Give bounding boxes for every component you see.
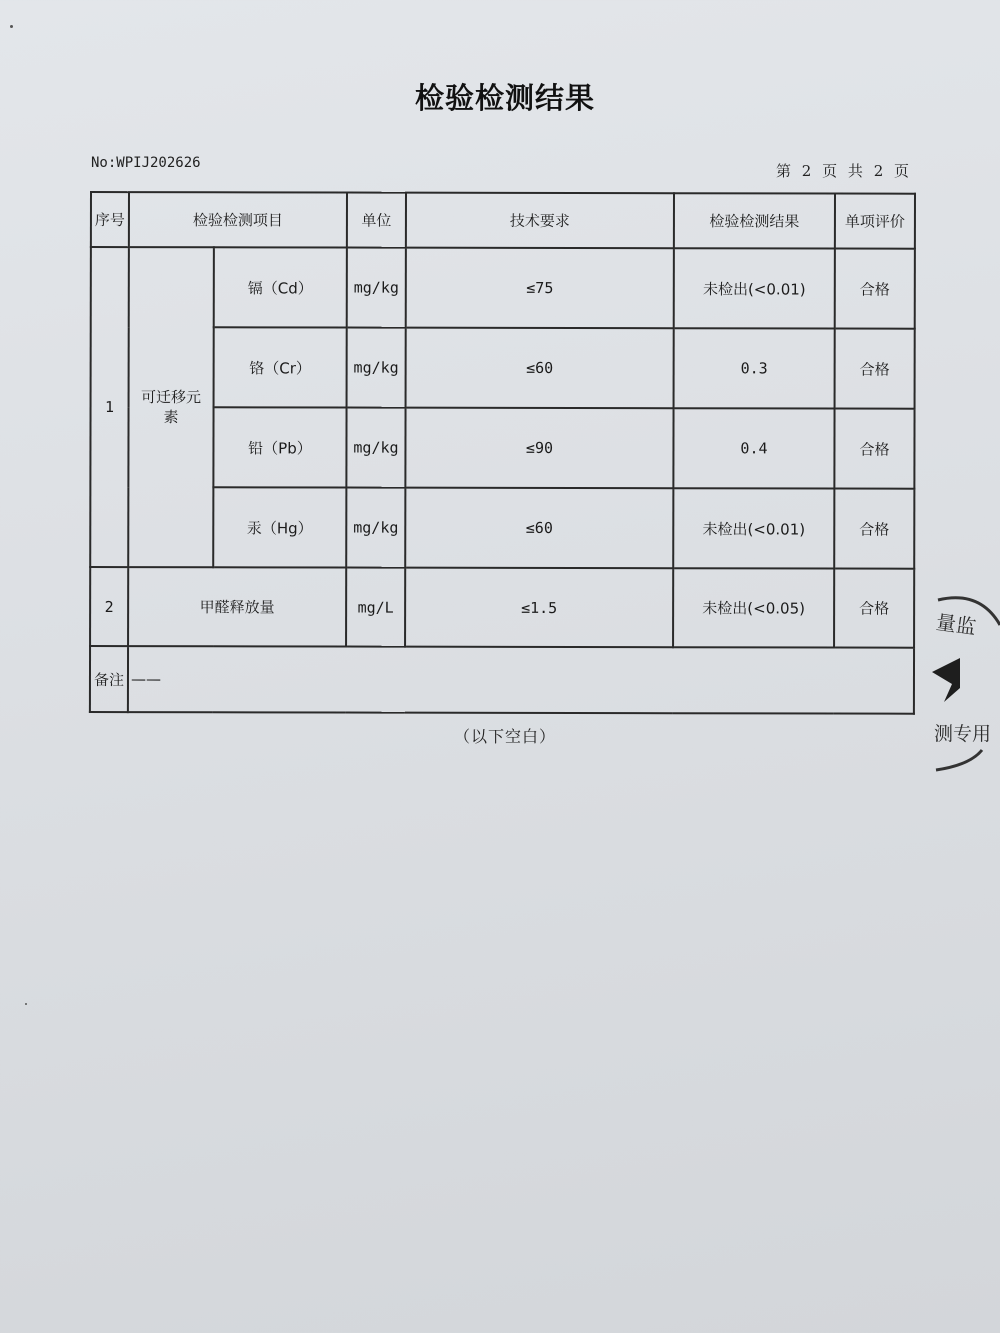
table-row [90, 407, 914, 489]
page-indicator [776, 160, 914, 181]
seal-text-top: 量监 [934, 609, 978, 640]
evaluation-cell: 合格 [834, 489, 914, 569]
table-row [91, 247, 915, 329]
header-requirement: 技术要求 [406, 193, 674, 249]
evaluation-cell: 合格 [834, 569, 914, 648]
page-label-1: 第 [776, 162, 793, 180]
page-total: 2 [873, 162, 885, 180]
table-row [90, 567, 914, 648]
result-cell: 未检出(<0.01) [673, 488, 834, 568]
seal-arc-bottom [936, 750, 982, 770]
item-cell: 铬（Cr） [214, 327, 347, 407]
evaluation-cell: 合格 [834, 409, 914, 489]
table-header-row [91, 192, 915, 249]
blank-below-note: （以下空白） [453, 727, 556, 746]
result-cell: 0.4 [673, 408, 834, 488]
remark-label: 备注 [90, 646, 128, 712]
seq-cell: 2 [90, 567, 128, 646]
result-cell: 未检出(<0.01) [674, 248, 835, 328]
result-cell: 0.3 [674, 328, 835, 408]
group-name-cell: 可迁移元素 [128, 247, 214, 567]
seal-text-bottom: 测专用 [934, 723, 992, 745]
results-table [89, 191, 916, 715]
remark-text: —— [128, 646, 914, 714]
seal-star-icon [932, 658, 960, 702]
evaluation-cell: 合格 [835, 329, 915, 409]
page-title: 检验检测结果 [414, 81, 595, 115]
inspection-seal [920, 580, 1000, 780]
page-label-2: 页 [822, 162, 839, 180]
page-current: 2 [801, 162, 813, 180]
unit-cell: mg/kg [347, 328, 406, 408]
unit-cell: mg/kg [346, 408, 405, 488]
header-unit: 单位 [347, 193, 406, 248]
item-cell: 铅（Pb） [213, 407, 346, 487]
result-cell: 未检出(<0.05) [673, 568, 834, 647]
scan-speck [10, 25, 13, 28]
requirement-cell: ≤75 [406, 248, 674, 329]
table-row [90, 487, 914, 569]
header-seq: 序号 [91, 192, 129, 247]
page-label-4: 页 [894, 162, 911, 180]
seq-cell: 1 [90, 247, 129, 567]
unit-cell: mg/L [346, 568, 405, 647]
item-cell: 甲醛释放量 [128, 567, 346, 646]
unit-cell: mg/kg [347, 248, 406, 328]
requirement-cell: ≤60 [406, 328, 674, 409]
evaluation-cell: 合格 [835, 249, 915, 329]
header-item: 检验检测项目 [129, 192, 347, 247]
header-evaluation: 单项评价 [835, 194, 915, 249]
item-cell: 镉（Cd） [214, 247, 347, 327]
page-label-3: 共 [847, 162, 864, 180]
unit-cell: mg/kg [346, 488, 405, 568]
requirement-cell: ≤60 [405, 488, 673, 569]
report-number: No:WPIJ202626 [91, 155, 201, 171]
item-cell: 汞（Hg） [213, 487, 346, 567]
scan-speck [25, 1003, 27, 1005]
table-row [91, 327, 915, 409]
requirement-cell: ≤1.5 [405, 568, 673, 648]
remark-row [90, 646, 914, 714]
header-result: 检验检测结果 [674, 193, 835, 248]
requirement-cell: ≤90 [405, 408, 673, 489]
